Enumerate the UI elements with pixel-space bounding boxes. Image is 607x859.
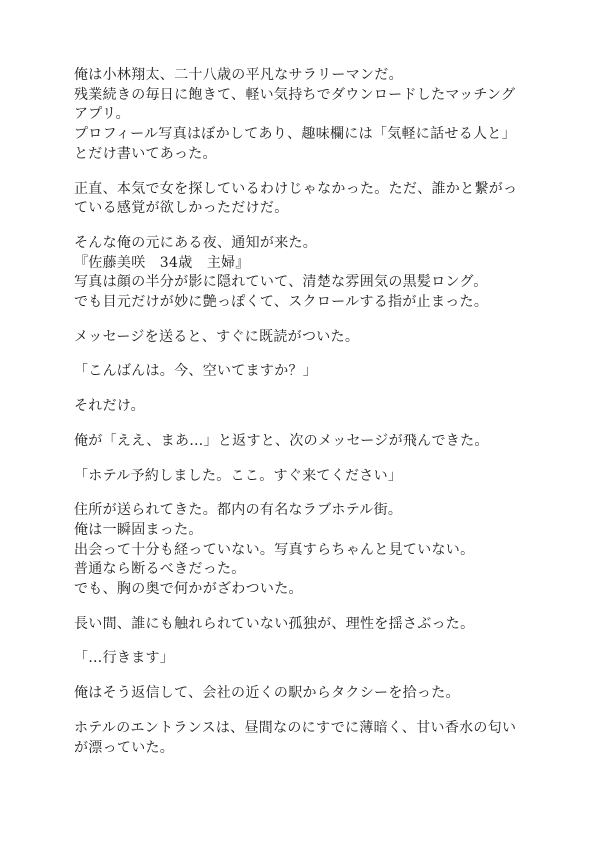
paragraph — [74, 66, 542, 165]
paragraph — [74, 180, 542, 219]
text-line: 出会って十分も経っていない。写真すらちゃんと見ていない。 — [74, 541, 475, 558]
text-line: 住所が送られてきた。都内の有名なラブホテル街。 — [74, 502, 403, 519]
text-line: 「…行きます」 — [74, 650, 175, 667]
story-text — [74, 66, 542, 773]
text-line: メッセージを送ると、すぐに既読がついた。 — [74, 328, 360, 345]
text-line: そんな俺の元にある夜、通知が来た。 — [74, 234, 318, 251]
paragraph — [74, 719, 542, 758]
paragraph — [74, 501, 542, 600]
paragraph — [74, 432, 542, 452]
text-line: プロフィール写真はぼかしてあり、趣味欄には「気軽に話せる人と」 — [74, 126, 516, 143]
text-line: でも、胸の奥で何かがざわついた。 — [74, 581, 303, 598]
text-line: それだけ。 — [74, 398, 145, 415]
paragraph — [74, 649, 542, 669]
text-line: アプリ。 — [74, 106, 130, 123]
text-line: が漂っていた。 — [74, 739, 175, 756]
paragraph — [74, 362, 542, 382]
text-line: 俺は一瞬固まった。 — [74, 521, 203, 538]
paragraph — [74, 615, 542, 635]
paragraph — [74, 467, 542, 487]
text-line: 写真は顔の半分が影に隠れていて、清楚な雰囲気の黒髪ロング。 — [74, 274, 488, 291]
text-line: 普通なら断るべきだった。 — [74, 561, 246, 578]
text-line: 「こんばんは。今、空いてますか？」 — [74, 363, 318, 380]
text-line: 「ホテル予約しました。ここ。すぐ来てください」 — [74, 467, 403, 484]
text-line: ている感覚が欲しかっただけだ。 — [74, 200, 289, 217]
text-line: とだけ書いてあった。 — [74, 145, 217, 162]
text-line: でも目元だけが妙に艶っぽくて、スクロールする指が止まった。 — [74, 294, 489, 311]
text-line: ホテルのエントランスは、昼間なのにすでに薄暗く、甘い香水の匂い — [74, 719, 517, 736]
text-line: 正直、本気で女を探しているわけじゃなかった。ただ、誰かと繋がっ — [74, 180, 518, 197]
paragraph — [74, 397, 542, 417]
text-line: 俺は小林翔太、二十八歳の平凡なサラリーマンだ。 — [74, 67, 403, 83]
paragraph — [74, 684, 542, 704]
text-line: 長い間、誰にも触れられていない孤独が、理性を揺さぶった。 — [74, 615, 475, 632]
paragraph — [74, 328, 542, 348]
text-line: 残業続きの毎日に飽きて、軽い気持ちでダウンロードしたマッチング — [74, 86, 516, 103]
text-line: 『佐藤美咲 34歳 主婦』 — [74, 254, 250, 271]
text-line: 俺はそう返信して、会社の近くの駅からタクシーを拾った。 — [74, 685, 460, 702]
text-line: 俺が「ええ、まあ…」と返すと、次のメッセージが飛んできた。 — [74, 432, 489, 449]
paragraph — [74, 234, 542, 313]
